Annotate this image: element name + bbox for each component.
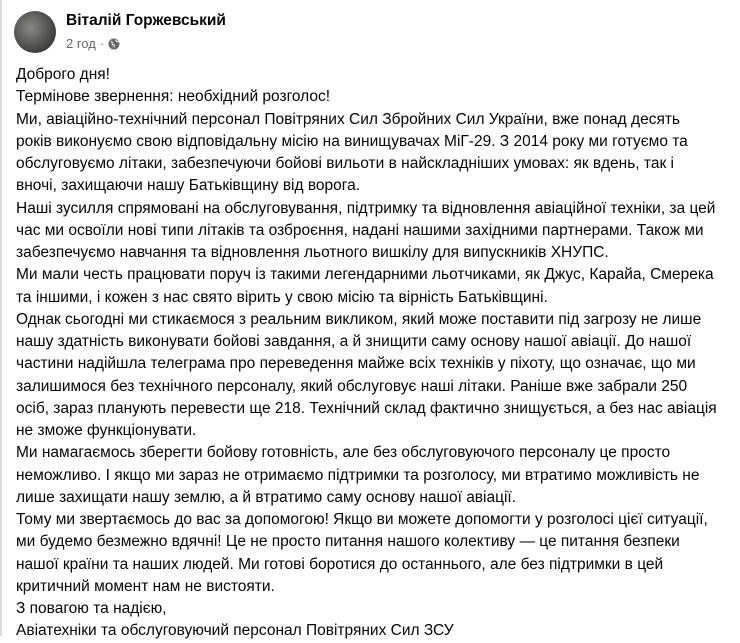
post-text-line: осіб, зараз планують перевести ще 218. Технічний склад фактично знищується, а без нас авіація <box>16 399 717 417</box>
post-time[interactable]: 2 год <box>66 36 96 51</box>
post-text-line: Наші зусилля спрямовані на обслуговування, підтримку та відновлення авіаційної техніки, за цей <box>16 199 716 217</box>
post-text-line: нашу здатність виконувати бойові завдання, а й знищити саму основу нашої авіації. До нашої <box>16 333 692 350</box>
post-text-line: ми будемо безмежно вдячні! Це не просто питання нашого колективу — це питання безпеки <box>16 533 680 551</box>
author-avatar[interactable] <box>14 11 56 53</box>
post-text-line: Доброго дня! <box>16 66 110 83</box>
post-text-line: вночі, захищаючи нашу Батьківщину від ворога. <box>16 177 361 195</box>
post-text-line: З повагою та надією, <box>16 600 167 617</box>
post-text-line: час ми освоїли нові типи літаків та озброєння, надані нашими західними партнерами. Також ми <box>16 221 704 239</box>
post-text-line: неможливо. І якщо ми зараз не отримаємо підтримки та розголосу, ми втратимо можливість не <box>16 466 700 484</box>
post-text-line: лише захищати нашу землю, а й втратимо саму основу нашої авіації. <box>16 488 517 506</box>
post-text-line: Однак сьогодні ми стикаємося з реальним викликом, який може поставити під загрозу не лише <box>16 310 702 328</box>
post-text-line: Тому ми звертаємось до вас за допомогою! Якщо ви можете допомогти у розголосі цієї ситуації, <box>16 511 708 528</box>
post-meta <box>66 36 120 51</box>
post-text-line: Ми, авіаційно-технічний персонал Повітряних Сил Збройних Сил України, вже понад десять <box>16 110 681 128</box>
post-text-line: не зможе функціонувати. <box>16 422 197 439</box>
post-text-line: та іншими, і кожен з нас свято вірить у свою місію та вірність Батьківщині. <box>16 288 548 306</box>
post-text-line: обслуговуємо літаки, забезпечуючи бойові вильоти в найскладніших умовах: як вдень, так і <box>16 155 674 172</box>
author-name[interactable]: Віталій Горжевський <box>66 12 226 29</box>
post-text-line: Термінове звернення: необхідний розголос! <box>16 88 331 106</box>
post-text-line: критичний момент нам не вистояти. <box>16 577 275 595</box>
meta-separator: · <box>99 36 105 51</box>
post-text-line: Ми намагаємось зберегти бойову готовність, але без обслуговуючого персоналу це просто <box>16 444 671 462</box>
post-text-line: забезпечуємо навчання та відновлення льотного вишкілу для випускників ХНУПС. <box>16 244 609 261</box>
post-text-line: нашої країни та наших людей. Ми готові боротися до останнього, але без підтримки в цей <box>16 555 664 573</box>
post-text-line: Ми мали честь працювати поруч із такими легендарними льотчиками, як Джус, Карайа, Смерека <box>16 266 714 284</box>
post-body <box>16 64 717 643</box>
post-text-line: років виконуємо свою відповідальну місію на винищувачах МіГ-29. З 2014 року ми готуємо та <box>16 132 688 150</box>
post-text-line: залишимося без технічного персоналу, який обслуговує наші літаки. Раніше вже забрали 250 <box>16 377 688 395</box>
post-text-line: частини надійшла телеграма про переведення майже всіх техніків у піхоту, що означає, що ми <box>16 355 696 373</box>
globe-icon <box>108 38 120 50</box>
card-border <box>0 0 2 636</box>
post-text-line: Авіатехніки та обслуговуючий персонал Повітряних Сил ЗСУ <box>16 622 454 640</box>
